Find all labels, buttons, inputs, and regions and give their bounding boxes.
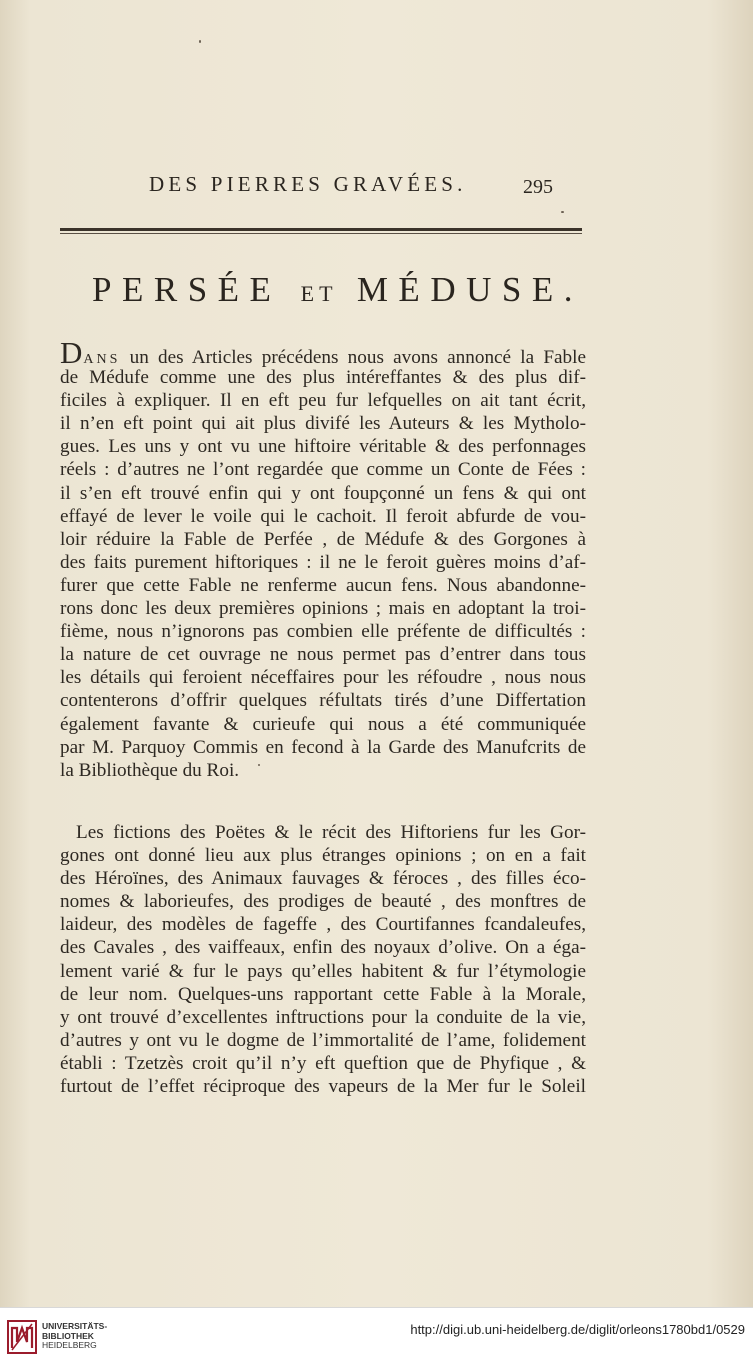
text-line: laideur, des modèles de fageffe , des Courtifannes fcandaleufes, <box>60 914 586 936</box>
text-line: réels : d’autres ne l’ont regardée que comme un Conte de Fées : <box>60 459 586 481</box>
title-connector: ET <box>300 281 338 306</box>
text-line: nomes & laborieufes, des prodiges de beauté , des monftres de <box>60 891 586 913</box>
text-line: des Héroïnes, des Animaux fauvages & féroces , des filles éco- <box>60 868 586 890</box>
drop-capital-rest: ANS <box>83 352 121 367</box>
title-word-meduse: MÉDUSE. <box>356 270 583 309</box>
text-line: des Cavales , des vaiffeaux, enfin des noyaux d’olive. On a éga- <box>60 937 586 959</box>
paper-speck <box>199 40 201 43</box>
running-head: DES PIERRES GRAVÉES. <box>149 172 467 196</box>
text-line: établi : Tzetzès croit qu’il n’y eft queftion que de Phyfique , & <box>60 1052 586 1074</box>
paragraph-1 <box>60 335 586 782</box>
header-rule <box>60 228 582 231</box>
text-line: de leur nom. Quelques-uns rapportant cette Fable à la Morale, <box>60 983 586 1005</box>
text-line: Les fictions des Poëtes & le récit des Hiftoriens fur les Gor- <box>76 822 586 843</box>
text-line: y ont trouvé d’excellentes inftructions pour la conduite de la vie, <box>60 1006 586 1028</box>
text-line: furer que cette Fable ne renferme aucun fens. Nous abandonne- <box>60 574 586 596</box>
text-line: des faits purement hiftoriques : il ne le feroit guères moins d’af- <box>60 551 586 573</box>
digitization-footer <box>0 1307 753 1362</box>
text-line: furtout de l’effet réciproque des vapeurs de la Mer fur le Soleil <box>60 1076 586 1098</box>
text-line: de Médufe comme une des plus intéreffantes & des plus dif- <box>60 367 586 389</box>
text-line: les détails qui feroient néceffaires pour les réfoudre , nous nous <box>60 667 586 689</box>
text-line: fième, nous n’ignorons pas combien elle préfente de difficultés : <box>60 621 586 643</box>
text-line: la nature de cet ouvrage ne nous permet pas d’entrer dans tous <box>60 644 586 666</box>
text-line: effayé de lever le voile qui le cachoit. Il feroit abfurde de vou- <box>60 505 586 527</box>
text-line: il n’en eft point qui ait plus divifé les Auteurs & les Mytholo- <box>60 413 586 435</box>
text-line: il s’en eft trouvé enfin qui y ont foupçonné un fens & qui ont <box>60 482 586 504</box>
text-line: loir réduire la Fable de Perfée , de Médufe & des Gorgones à <box>60 528 586 550</box>
paragraph-2 <box>60 821 586 1098</box>
permalink[interactable]: http://digi.ub.uni-heidelberg.de/diglit/orleons1780bd1/0529 <box>410 1322 745 1337</box>
text-line: contenterons d’offrir quelques réfultats tirés d’une Differtation <box>60 690 586 712</box>
paper-speck <box>561 211 564 213</box>
library-name[interactable]: UNIVERSITÄTS- BIBLIOTHEK HEIDELBERG <box>42 1321 108 1350</box>
text-line: lement varié & fur le pays qu’elles habitent & fur l’étymologie <box>60 960 586 982</box>
university-library-logo-icon[interactable] <box>7 1320 37 1354</box>
header-rule-thin <box>60 233 582 234</box>
text-line: gues. Les uns y ont vu une hiftoire véritable & des perfonnages <box>60 436 586 458</box>
text-line: ficiles à expliquer. Il en eft peu fur lefquelles on ait tant écrit, <box>60 390 586 412</box>
text-line: gones ont donné lieu aux plus étranges opinions ; on en a fait <box>60 845 586 867</box>
title-word-perse: PERSÉE <box>92 270 282 309</box>
page-number: 295 <box>523 176 553 198</box>
section-title <box>92 270 583 310</box>
text-line: par M. Parquoy Commis en fecond à la Garde des Manufcrits de <box>60 736 586 758</box>
text-line: d’autres y ont vu le dogme de l’immortalité de l’ame, folidement <box>60 1029 586 1051</box>
text-line: la Bibliothèque du Roi. <box>60 759 240 781</box>
text-line: également favante & curieufe qui nous a été communiquée <box>60 713 586 735</box>
text-line: DANS un des Articles précédens nous avons annoncé la Fable <box>60 335 586 370</box>
text-line: rons donc les deux premières opinions ; mais en adoptant la troi- <box>60 598 586 620</box>
drop-capital: D <box>60 335 84 370</box>
